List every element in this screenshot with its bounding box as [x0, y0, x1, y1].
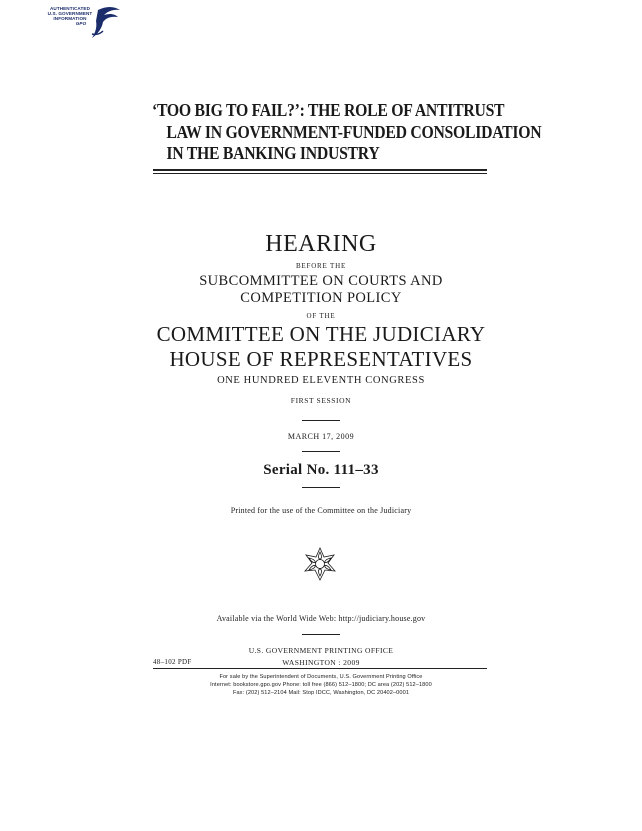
title-rule-thick — [153, 169, 487, 171]
title-line-3: IN THE BANKING INDUSTRY — [166, 143, 380, 163]
sale-line-3: Fax: (202) 512–2104 Mail: Stop IDCC, Washington, DC 20402–0001 — [232, 690, 410, 696]
before-the-label: BEFORE THE — [295, 262, 347, 270]
gpo-authenticated-seal — [40, 4, 124, 40]
subcommittee-name — [0, 273, 642, 307]
sale-line-2: Internet: bookstore.gpo.gov Phone: toll free (866) 512–1800; DC area (202) 512–1800 — [210, 682, 432, 688]
sale-line-1: For sale by the Superintendent of Documents, U.S. Government Printing Office — [219, 674, 423, 680]
star-ornament-icon — [302, 546, 338, 582]
session-label: FIRST SESSION — [290, 396, 352, 405]
subcommittee-line-1: SUBCOMMITTEE ON COURTS AND — [199, 273, 443, 289]
sales-information — [0, 673, 642, 697]
gpo-eagle-seal-icon — [40, 4, 124, 40]
gpo-office-label: U.S. GOVERNMENT PRINTING OFFICE — [248, 646, 394, 655]
divider — [302, 420, 340, 421]
committee-line-2: HOUSE OF REPRESENTATIVES — [169, 347, 473, 371]
printed-for-note: Printed for the use of the Committee on the Judiciary — [230, 506, 412, 515]
divider — [302, 451, 340, 452]
web-availability-note: Available via the World Wide Web: http://judiciary.house.gov — [216, 614, 426, 623]
title-rule-thin — [153, 173, 487, 174]
seal-line-2: U.S. GOVERNMENT — [47, 11, 93, 16]
divider — [302, 487, 340, 488]
publication-place-year: WASHINGTON : 2009 — [282, 658, 360, 667]
congress-label: ONE HUNDRED ELEVENTH CONGRESS — [217, 375, 425, 386]
committee-line-1: COMMITTEE ON THE JUDICIARY — [156, 322, 486, 346]
hearing-heading: HEARING — [265, 231, 377, 257]
hearing-date: MARCH 17, 2009 — [287, 432, 355, 441]
bottom-rule — [153, 668, 487, 669]
document-title — [152, 100, 542, 165]
title-line-1: ‘TOO BIG TO FAIL?’: THE ROLE OF ANTITRUST — [152, 100, 505, 120]
title-line-2: LAW IN GOVERNMENT-FUNDED CONSOLIDATION — [166, 121, 542, 142]
pdf-identifier: 48–102 PDF — [153, 658, 192, 666]
subcommittee-line-2: COMPETITION POLICY — [240, 290, 402, 306]
seal-line-4: GPO — [75, 21, 87, 26]
committee-name — [0, 322, 642, 372]
divider — [302, 634, 340, 635]
seal-line-1: AUTHENTICATED — [49, 6, 90, 11]
serial-number: Serial No. 111–33 — [263, 462, 379, 478]
seal-line-3: INFORMATION — [53, 16, 87, 21]
of-the-label: OF THE — [306, 312, 336, 320]
